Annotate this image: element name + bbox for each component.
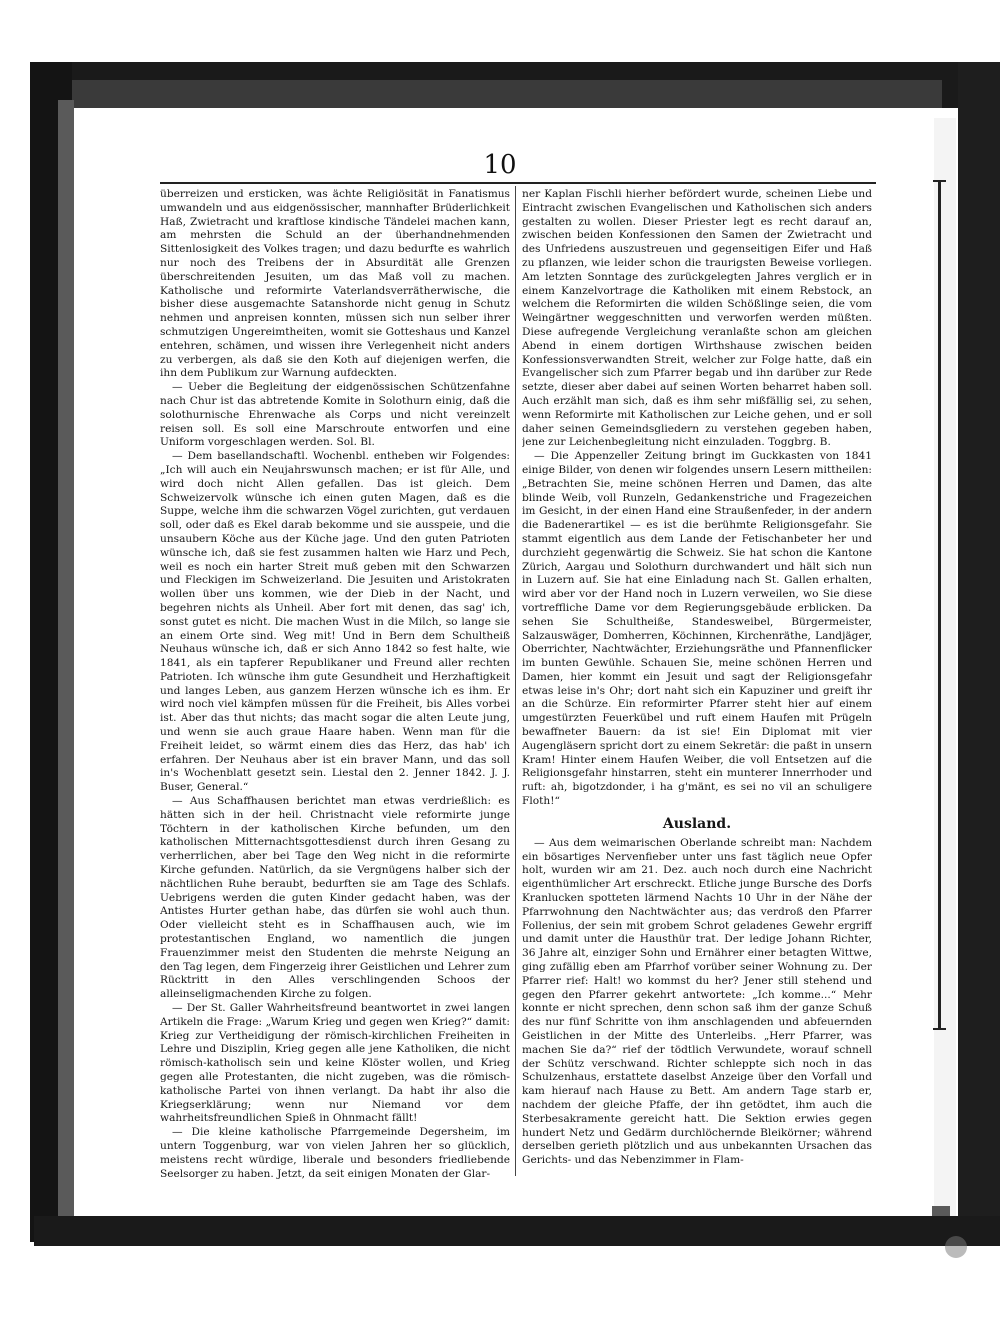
article-paragraph: ner Kaplan Fischli hierher befördert wurde, scheinen Liebe und Eintracht zwischen Evangelischen und Katholischen sich anders gestalten zu wollen. Dieser Priester legt es recht darauf an, zwischen beiden Konfessionen den Samen der Zwietracht und des Unfriedens auszustreuen und gegenseitigen Eifer und Haß zu pflanzen, wie leider schon die traurigsten Beweise vorliegen. Am letzten Sonntage des zurückgelegten Jahres verglich er in einem Kanzelvortrage die Katholiken mit einem Rebstock, an welchem die Reformirten die wilden Schößlinge seien, die vom Weingärtner weggeschnitten und verworfen werden müßten. Diese aufregende Vergleichung veranlaßte schon am gleichen Abend in einem dortigen Wirthshause zwischen beiden Konfessionsverwandten Streit, welcher zur Folge hatte, daß ein Evangelischer sich zum Pfarrer begab und ihn darüber zur Rede setzte, dieser aber dabei auf seinen Worten beharret haben soll. Auch erzählt man sich, daß es ihm sehr mißfällig sei, zu sehen, wenn Reformirte mit Katholischen zur Leiche gehen, und er soll daher seinen Gemeindsgliedern zu verstehen gegeben haben, jene zur Leichenbegleitung nicht einzuladen. Toggbrg. B. (522, 188, 872, 449)
scan-border-bottom (34, 1216, 1000, 1246)
section-heading-ausland: Ausland. (662, 815, 732, 832)
scan-border-right (958, 62, 1000, 1242)
margin-tick (933, 1028, 946, 1030)
header-rule (160, 182, 876, 184)
column-divider (515, 186, 516, 1176)
scan-shadow-top (62, 80, 942, 108)
scan-shadow-left (58, 100, 74, 1230)
article-paragraph: — Aus Schaffhausen berichtet man etwas verdrießlich: es hätten sich in der heil. Christnacht viele reformirte junge Töchtern in der katholischen Kirche befunden, um den katholischen Mitternachtsgottesdienst durch ihren Gesang zu verherrlichen, aber bei Tage den Weg nicht in die reformirte Kirche gefunden. Natürlich, da sie Vergnügens halber sich der nächtlichen Ruhe beraubt, bedurften sie am Tage des Schlafs. Uebrigens werden die guten Kinder gedacht haben, was der Antistes Hurter gethan habe, das dürfen sie wohl auch thun. Oder vielleicht steht es in Schaffhausen auch, wie im protestantischen England, wo namentlich die jungen Frauenzimmer meist den Studenten die mehrste Neigung an den Tag legen, dem Fingerzeig ihrer Geistlichen und Lehrer zum Rücktritt in den Alles verschlingenden Schoos der alleinseligmachenden Kirche zu folgen. (160, 795, 510, 1001)
page-number: 10 (483, 150, 517, 180)
right-column (522, 188, 872, 1208)
article-paragraph: überreizen und ersticken, was ächte Religiösität in Fanatismus umwandeln und aus eidgenössischer, mannhafter Brüderlichkeit Haß, Zwietracht und kraftlose kindische Tändelei machen kann, am mehrsten die Schuld an der überhandnehmenden Sittenlosigkeit des Volkes tragen; und dazu bedurfte es wahrlich nur noch des Treibens der in Absurdität alle Grenzen überschreitenden Jesuiten, um das Maß voll zu machen. Katholische und reformirte Vaterlandsverrätherwische, die bisher diese ausgemachte Satanshorde nicht genug in Schutz nehmen und anpreisen konnten, müssen sich nun selber ihrer schmutzigen Ungereimtheiten, womit sie Gotteshaus und Kanzel entehren, schämen, und wissen ihre Verlegenheit nicht anders zu verbergen, als daß sie den Koth auf diejenigen werfen, die ihn dem Publikum zur Warnung aufdeckten. (160, 188, 510, 380)
article-paragraph: — Die kleine katholische Pfarrgemeinde Degersheim, im untern Toggenburg, war von vielen Jahren her so glücklich, meistens recht würdige, liberale und besonders friedliebende Seelsorger zu haben. Jetzt, da seit einigen Monaten der Glar- (160, 1126, 510, 1180)
left-column (160, 188, 510, 1208)
margin-tick (933, 180, 946, 182)
article-paragraph: — Ueber die Begleitung der eidgenössischen Schützenfahne nach Chur ist das abtretende Komite in Solothurn einig, daß die solothurnische Ehrenwache als Corps und nicht vereinzelt reisen soll. Es soll eine Marschroute entworfen und eine Uniform vorgeschlagen werden. Sol. Bl. (160, 381, 510, 449)
article-paragraph: — Dem basellandschaftl. Wochenbl. entheben wir Folgendes: „Ich will auch ein Neujahrswunsch machen; er ist für Alle, und wird doch nicht Allen gefallen. Das ist gleich. Dem Schweizervolk wünsche ich einen guten Magen, daß es die Suppe, welche ihm die schwarzen Vögel zurichten, gut verdauen soll, oder daß es Ekel darab bekomme und sie ausspeie, und die unsaubern Köche aus der Küche jage. Und den guten Patrioten wünsche ich, daß sie fest zusammen halten wie Harz und Pech, weil es noch ein harter Streit muß geben mit den Schwarzen und Fleckigen im Schweizerland. Die Jesuiten und Aristokraten wollen über uns kommen, wie der Dieb in der Nacht, und begehren nichts als Unheil. Aber fort mit denen, das sag' ich, sonst gutet es nicht. Die machen Wust in die Milch, so lange sie an einem Orte sind. Weg mit! Und in Bern dem Schultheiß Neuhaus wünsche ich, daß er sich Anno 1842 so fest halte, wie 1841, als ein tapferer Republikaner und Freund aller rechten Patrioten. Ich wünsche ihm gute Gesundheit und Herzhaftigkeit und langes Leben, aus ganzem Herzen wünsche ich es ihm. Er wird noch viel kämpfen müssen für die Freiheit, bis Alles vorbei ist. Aber das thut nichts; das macht sogar die alten Leute jung, und wenn sie auch graue Haare haben. Wenn man für die Freiheit leidet, so wärmt einem dies das Herz, das hab' ich erfahren. Der Neuhaus aber ist ein braver Mann, und das soll in's Wochenblatt gesetzt sein. Liestal den 2. Jenner 1842. J. J. Buser, General.“ (160, 450, 510, 794)
scan-blot (945, 1236, 967, 1258)
article-paragraph: — Die Appenzeller Zeitung bringt im Guckkasten von 1841 einige Bilder, von denen wir folgendes unsern Lesern mittheilen: „Betrachten Sie, meine schönen Herren und Damen, das alte blinde Weib, voll Runzeln, Gedankenstriche und Fragezeichen im Gesicht, in der einen Hand eine Straußenfeder, in der andern die Badenerartikel — es ist die berühmte Religionsgefahr. Sie stammt eigentlich aus dem Lande der Fetischanbeter her und durchzieht gegenwärtig die Schweiz. Sie hat schon die Kantone Zürich, Aargau und Solothurn durchwandert und hält sich nun in Luzern auf. Sie hat eine Einladung nach St. Gallen erhalten, wird aber vor der Hand noch in Luzern verweilen, wo Sie diese vortreffliche Dame vor dem Regierungsgebäude erblicken. Da sehen Sie Schultheiße, Standesweibel, Bürgermeister, Salzauswäger, Domherren, Köchinnen, Kirchenräthe, Landjäger, Oberrichter, Nachtwächter, Erziehungsräthe und Pfannenflicker im bunten Gewühle. Schauen Sie, meine schönen Herren und Damen, hier kommt ein Jesuit und sagt der Religionsgefahr etwas leise in's Ohr; dort naht sich ein Kapuziner und greift ihr an die Schürze. Ein reformirter Pfarrer steht hier auf einem umgestürzten Feuerkübel und ruft einem Haufen mit Prügeln bewaffneter Bauern: da ist sie! Ein Diplomat mit vier Augengläsern spricht dort zu einem Sekretär: die paßt in unsern Kram! Hinter einem Haufen Weiber, die voll Entsetzen auf die Religionsgefahr hinstarren, steht ein munterer Innerrhoder und ruft: ah, bigotzdonder, i ha g'mänt, es sei no vil an schuligere Floth!“ (522, 450, 872, 808)
article-paragraph: — Aus dem weimarischen Oberlande schreibt man: Nachdem ein bösartiges Nervenfieber unter uns fast täglich neue Opfer holt, wurden wir am 21. Dez. auch noch durch eine Nachricht eigenthümlicher Art erschreckt. Etliche junge Bursche des Dorfs Kranlucken spotteten lärmend Nachts 10 Uhr in der Nähe der Pfarrwohnung den Nachtwächter aus; das verdroß den Pfarrer Follenius, der sein mit grobem Schrot geladenes Gewehr ergriff und damit unter die Hausthür trat. Der ledige Johann Richter, 36 Jahre alt, einziger Sohn und Ernährer einer betagten Wittwe, ging zufällig eben am Pfarrhof vorüber seiner Wohnung zu. Der Pfarrer rief: Halt! wo kommst du her? Jener still stehend und gegen den Pfarrer gekehrt antwortete: „Ich komme...“ Mehr konnte er nicht sprechen, denn schon saß ihm der ganze Schuß des nur fünf Schritte von ihm anschlagenden und abfeuernden Geistlichen in der Mitte des Unterleibs. „Herr Pfarrer, was machen Sie da?“ rief der tödtlich Verwundete, worauf schnell der Schütz verschwand. Richter schleppte sich noch in das Schulzenhaus, erstattete daselbst Anzeige über den Vorfall und kam hierauf nach Hause zu Bett. Am andern Tage starb er, nachdem der gleiche Pfaffe, der ihn getödtet, ihm auch die Sterbesakramente gereicht hatt. Die Sektion erwies gegen hundert Netz und Gedärm durchlöchernde Bleikörner; während derselben gerieth plötzlich und aus unbekannten Ursachen das Gerichts- und das Nebenzimmer in Flam- (522, 836, 872, 1167)
margin-ruler-mark (938, 180, 941, 1030)
article-paragraph: — Der St. Galler Wahrheitsfreund beantwortet in zwei langen Artikeln die Frage: „Warum Krieg und gegen wen Krieg?“ damit: Krieg zur Vertheidigung der römisch-kirchlichen Freiheiten in Lehre und Disziplin, Krieg gegen alle jene Katholiken, die nicht römisch-katholisch sein und keine Klöster wollen, und Krieg gegen alle Protestanten, die nicht zugeben, was die römisch-katholische Partei von ihnen verlangt. Da habt ihr also die Kriegserklärung; wenn nur Niemand vor dem wahrheitsfreundlichen Spieß in Ohnmacht fällt! (160, 1002, 510, 1125)
